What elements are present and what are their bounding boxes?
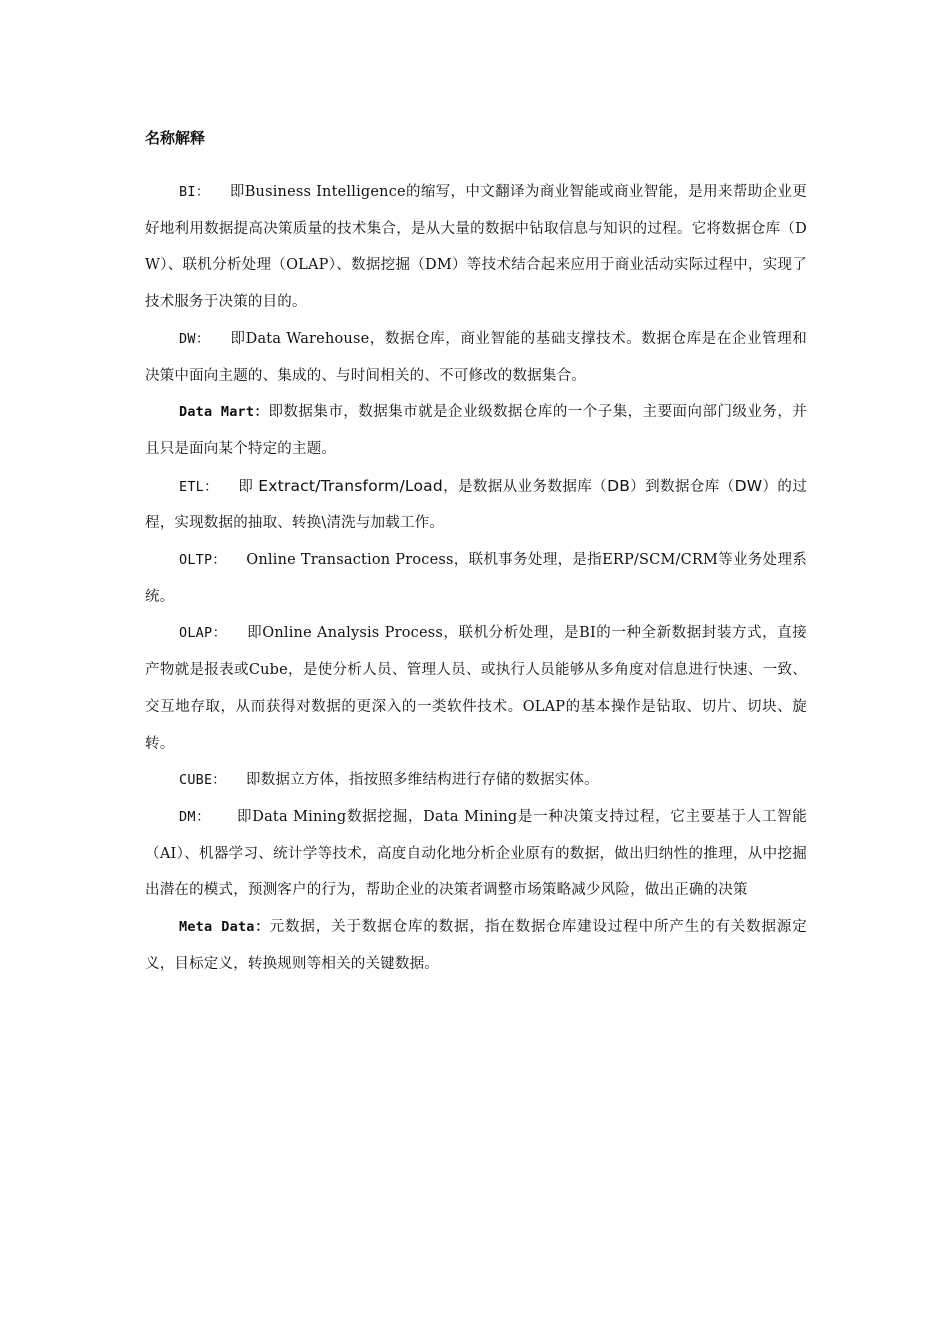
definition-etl-prefix: 即 bbox=[238, 478, 259, 495]
definition-etl-suffix: ）的过程，实现数据的抽取、转换\清洗与加载工作。 bbox=[145, 478, 808, 532]
definition-etl-process: Extract/Transform/Load bbox=[258, 476, 443, 495]
definition-etl-dw: DW bbox=[734, 476, 763, 495]
term-dm: DM： bbox=[179, 808, 211, 825]
entry-olap bbox=[145, 615, 807, 762]
definition-meta-data: 元数据，关于数据仓库的数据，指在数据仓库建设过程中所产生的有关数据源定义，目标定义，转换规则等相关的关键数据。 bbox=[145, 919, 807, 972]
definition-bi: 即Business Intelligence的缩写，中文翻译为商业智能或商业智能，是用来帮助企业更好地利用数据提高决策质量的技术集合，是从大量的数据中钻取信息与知识的过程。它将数据仓库（DW）、联机分析处理（OLAP）、数据挖掘（DM）等技术结合起来应用于商业活动实际过程中，实现了技术服务于决策的目的。 bbox=[145, 184, 807, 311]
entry-dm bbox=[145, 799, 807, 909]
document-title: 名称解释 bbox=[145, 129, 206, 147]
entry-bi bbox=[145, 174, 807, 321]
entry-meta-data bbox=[145, 909, 807, 982]
definition-etl-mid-1: ，是数据从业务数据库（ bbox=[442, 478, 608, 495]
term-olap: OLAP： bbox=[179, 625, 227, 642]
definition-cube: 即数据立方体，指按照多维结构进行存储的数据实体。 bbox=[246, 772, 599, 789]
entry-etl bbox=[145, 468, 807, 542]
document-content bbox=[145, 124, 807, 982]
term-cube: CUBE： bbox=[179, 772, 227, 789]
definition-data-mart: 即数据集市，数据集市就是企业级数据仓库的一个子集，主要面向部门级业务，并且只是面向某个特定的主题。 bbox=[145, 404, 807, 457]
term-oltp: OLTP： bbox=[179, 552, 227, 569]
term-data-mart: Data Mart： bbox=[179, 404, 269, 421]
term-etl: ETL： bbox=[179, 478, 219, 495]
term-dw: DW： bbox=[179, 330, 211, 347]
definition-etl-db: DB bbox=[607, 476, 631, 495]
entry-data-mart bbox=[145, 394, 807, 467]
definition-dm: 即Data Mining数据挖掘，Data Mining是一种决策支持过程，它主要基于人工智能（AI）、机器学习、统计学等技术，高度自动化地分析企业原有的数据，做出归纳性的推理，从中挖掘出潜在的模式，预测客户的行为，帮助企业的决策者调整市场策略减少风险，做出正确的决策 bbox=[145, 808, 808, 899]
definition-etl-mid-2: ）到数据仓库（ bbox=[630, 478, 735, 495]
definition-oltp: Online Transaction Process，联机事务处理，是指ERP/SCM/CRM等业务处理系统。 bbox=[145, 552, 807, 605]
entry-oltp bbox=[145, 542, 807, 615]
term-bi: BI： bbox=[179, 184, 210, 200]
definition-dw: 即Data Warehouse，数据仓库，商业智能的基础支撑技术。数据仓库是在企业管理和决策中面向主题的、集成的、与时间相关的、不可修改的数据集合。 bbox=[145, 330, 807, 384]
definition-olap: 即Online Analysis Process，联机分析处理，是BI的一种全新数据封装方式，直接产物就是报表或Cube，是使分析人员、管理人员、或执行人员能够从多角度对信息进行快速、一致、交互地存取，从而获得对数据的更深入的一类软件技术。OLAP的基本操作是钻取、切片、切块、旋转。 bbox=[145, 625, 807, 752]
term-meta-data: Meta Data： bbox=[179, 919, 270, 936]
entry-cube bbox=[145, 762, 807, 799]
entry-dw bbox=[145, 321, 807, 394]
